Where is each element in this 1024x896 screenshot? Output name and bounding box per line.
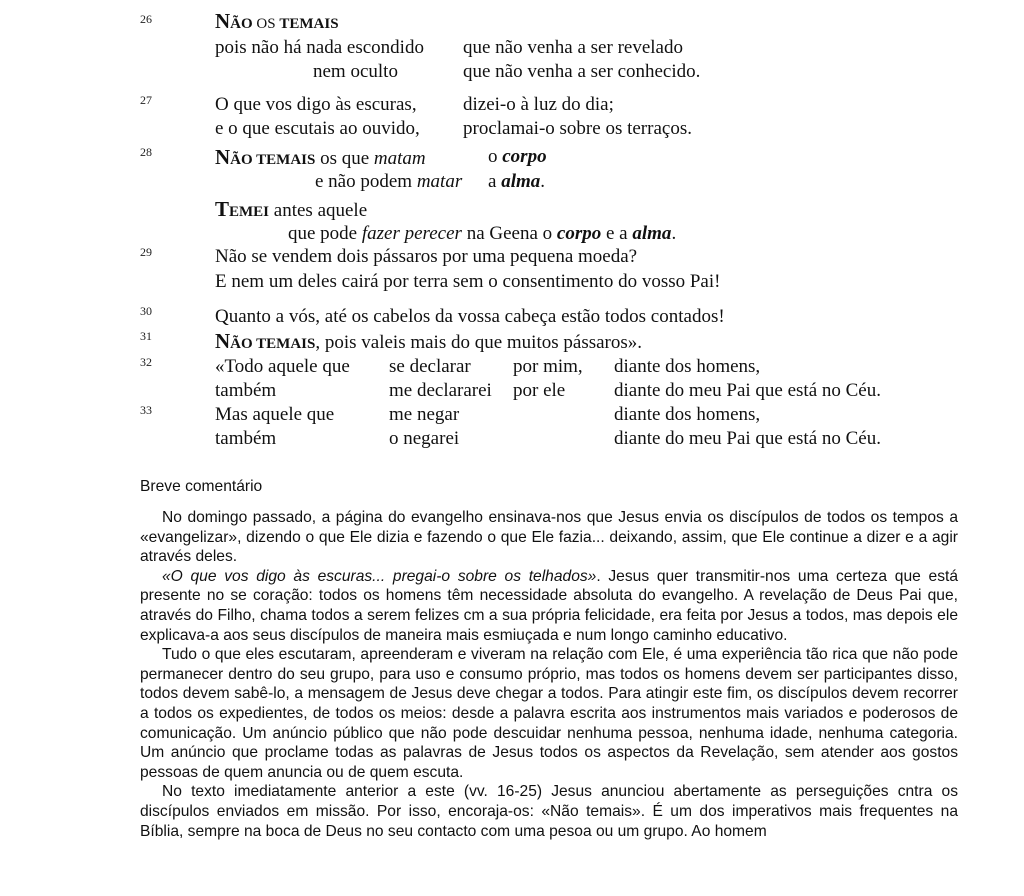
bold-italic-word: alma [632, 223, 672, 244]
verse-number-30: 30 [140, 304, 152, 318]
verse-text: na Geena o [461, 223, 557, 244]
verse-32-r1-c4: diante dos homens, [614, 356, 761, 377]
verse-27-line2-b: proclamai-o sobre os terraços. [463, 118, 692, 139]
verse-number-28: 28 [140, 145, 152, 159]
verse-28-line1 [215, 146, 426, 171]
verse-text: os que [315, 148, 374, 169]
verse-26-line3-a: nem oculto [313, 61, 398, 82]
verse-27-line1-b: dizei-o à luz do dia; [463, 94, 614, 115]
verse-26-line2-b: que não venha a ser revelado [463, 37, 683, 58]
verse-31-line1 [215, 330, 642, 355]
verse-text: a [488, 171, 502, 192]
paragraph-text: . Jesus quer transmitir-nos uma certeza que está presente no se coração: todos os homens têm necessidade absoluta do evangelho. A revelação de Deus Pai que, através do Filho, chama todos a serem felizes cm a sua própria felicidade, era feita por Jesus a todos, mas depois ele explicava-a aos seus discípulos de maneira mais esmiuçada e num longo caminho educativo. [140, 567, 958, 644]
verse-number-32: 32 [140, 355, 152, 369]
verse-text: que pode [288, 223, 362, 244]
verse-text: , pois valeis mais do que muitos pássaros». [315, 332, 643, 353]
verse-number-33: 33 [140, 403, 152, 417]
bold-italic-word: corpo [502, 146, 547, 167]
heading-initial: N [215, 329, 231, 353]
bold-italic-word: alma [501, 171, 541, 192]
italic-word: matar [416, 171, 463, 192]
verse-29-line1: Não se vendem dois pássaros por uma pequena moeda? [215, 246, 638, 267]
bold-italic-word: corpo [556, 223, 602, 244]
heading-initial: T [215, 197, 230, 221]
verse-32-r2-c3: por ele [513, 380, 566, 401]
verse-32-r2-c1: também [215, 380, 277, 401]
verse-28-line2 [315, 171, 462, 193]
commentary-paragraph-3: Tudo o que eles escutaram, apreenderam e viveram na relação com Ele, é uma experiência tão rica que não pode permanecer dentro do seu grupo, para uso e consumo próprio, mas todos os homens devem ser participantes disso, todos devem sabê-lo, a mensagem de Jesus deve chegar a todos. Para atingir este fim, os discípulos devem recorrer a todos os expedientes, de todos os meios: desde a palavra escrita aos instrumentos mais variados e poderosos de comunicação. Um anúncio público que não pode descuidar nenhuma pessoa, nenhuma idade, nenhuma categoria. Um anúncio que proclame todas as palavras de Jesus todos os aspectos da Revelação, sem atender aos gostos pessoas de quem anuncia ou de quem escuta. [140, 646, 958, 781]
heading-rest: ÃO TEMAIS [230, 152, 316, 168]
commentary-paragraph-2 [140, 567, 958, 645]
verse-33-r1-c1: Mas aquele que [215, 404, 335, 425]
verse-33-r1-c4: diante dos homens, [614, 404, 761, 425]
verse-26-line2-a: pois não há nada escondido [215, 37, 424, 58]
verse-text: antes aquele [269, 200, 368, 221]
verse-29-line2: E nem um deles cairá por terra sem o consentimento do vosso Pai! [215, 271, 721, 292]
verse-number-31: 31 [140, 329, 152, 343]
verse-32-r1-c1: «Todo aquele que [215, 356, 350, 377]
verse-text: e não podem [315, 171, 417, 192]
verse-32-r1-c2: se declarar [389, 356, 471, 377]
verse-26-heading [215, 10, 339, 35]
verse-text: . [671, 223, 677, 244]
verse-26-line3-b: que não venha a ser conhecido. [463, 61, 701, 82]
heading-mid: OS [252, 16, 280, 32]
verse-32-r2-c2: me declararei [389, 380, 492, 401]
commentary-body [140, 508, 958, 841]
verse-28-line1-b [488, 146, 547, 168]
verse-32-r1-c3: por mim, [513, 356, 583, 377]
commentary-title: Breve comentário [140, 478, 263, 495]
verse-text: e a [601, 223, 633, 244]
verse-32-r2-c4: diante do meu Pai que está no Céu. [614, 380, 881, 401]
verse-33-r2-c4: diante do meu Pai que está no Céu. [614, 428, 881, 449]
italic-phrase: fazer perecer [361, 223, 462, 244]
heading-rest: ÃO [230, 16, 253, 32]
verse-text: o [488, 146, 503, 167]
verse-number-27: 27 [140, 93, 152, 107]
verse-28-line2-b [488, 171, 545, 193]
commentary-paragraph-1: No domingo passado, a página do evangelho ensinava-nos que Jesus envia os discípulos de todos os tempos a «evangelizar», dizendo o que Ele dizia e fazendo o que Ele fazia... deixando, assim, que Ele continue a dizer e a agir através deles. [140, 509, 958, 566]
verse-number-29: 29 [140, 245, 152, 259]
commentary-paragraph-4: No texto imediatamente anterior a este (vv. 16-25) Jesus anunciou abertamente as perseguições cntra os discípulos enviados em missão. Por isso, encoraja-os: «Não temais». É um dos imperativos mais frequentes na Bíblia, sempre na boca de Deus no seu contacto com uma pesoa ou um grupo. Ao homem [140, 783, 958, 840]
verse-33-r2-c2: o negarei [389, 428, 460, 449]
heading-word: TEMAIS [279, 16, 339, 32]
verse-27-line1-a: O que vos digo às escuras, [215, 94, 417, 115]
heading-initial: N [215, 145, 231, 169]
heading-rest: EMEI [229, 204, 270, 220]
verse-33-r2-c1: também [215, 428, 277, 449]
italic-word: matam [373, 148, 426, 169]
verse-28-temei [215, 198, 367, 223]
verse-28-line4 [288, 223, 676, 245]
verse-33-r1-c2: me negar [389, 404, 460, 425]
verse-27-line2-a: e o que escutais ao ouvido, [215, 118, 420, 139]
scripture-quote: «O que vos digo às escuras... pregai-o sobre os telhados» [162, 567, 597, 585]
verse-30-line1: Quanto a vós, até os cabelos da vossa cabeça estão todos contados! [215, 306, 725, 327]
verse-text: . [540, 171, 545, 192]
verse-number-26: 26 [140, 12, 152, 26]
heading-initial: N [215, 9, 231, 33]
heading-rest: ÃO TEMAIS [230, 336, 316, 352]
